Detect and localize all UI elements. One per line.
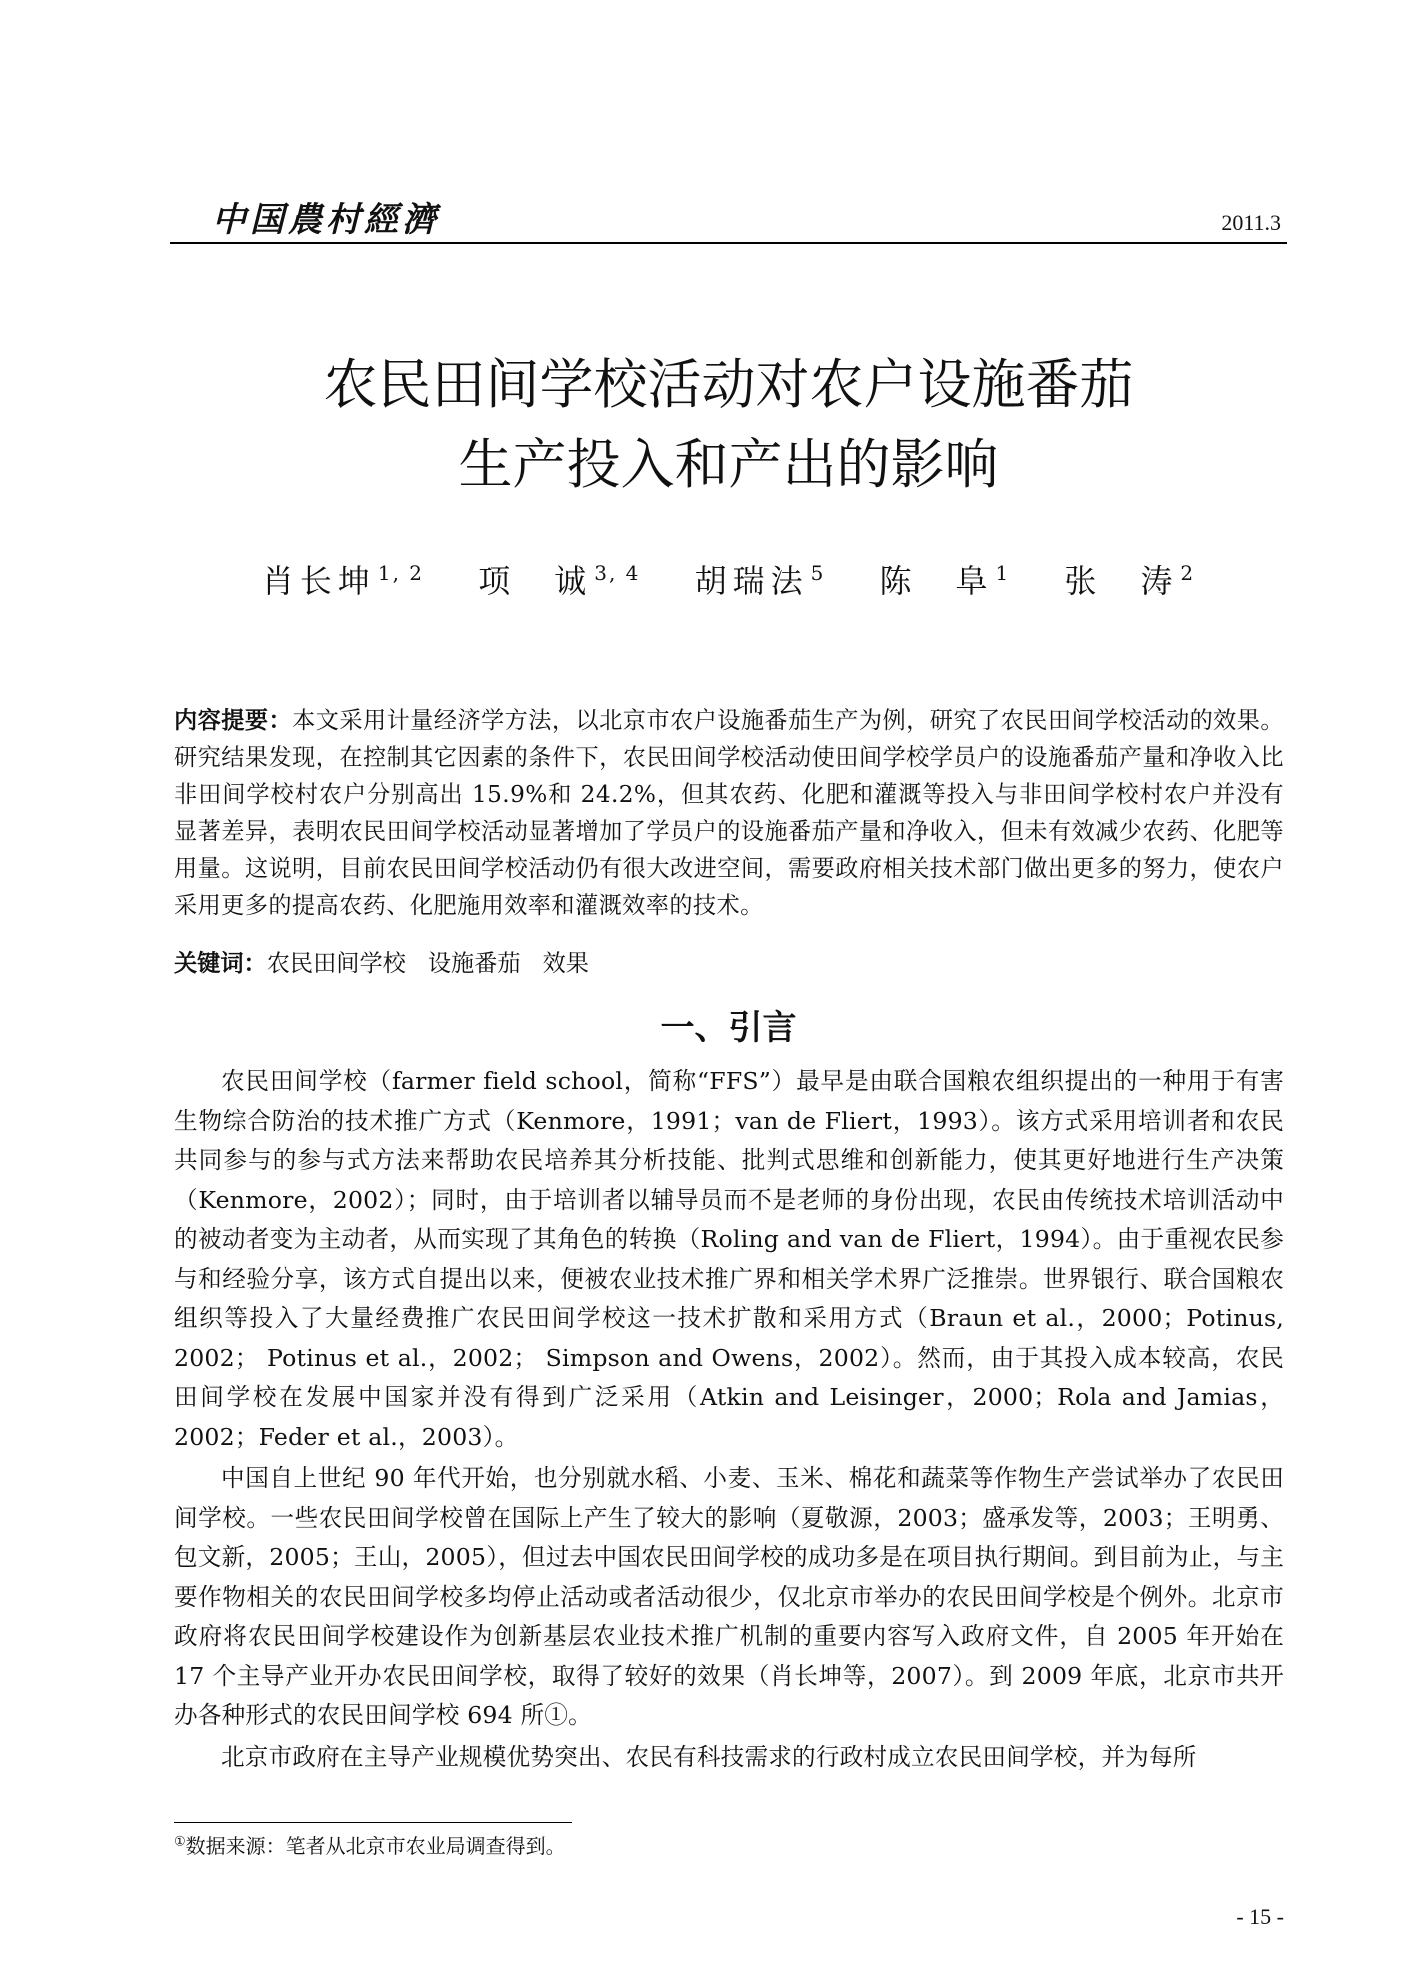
author-affiliation: 5 <box>810 561 826 586</box>
paragraph: 农民田间学校（farmer field school，简称“FFS”）最早是由联合国粮农组织提出的一种用于有害生物综合防治的技术推广方式（Kenmore，1991；van de Fliert，1993）。该方式采用培训者和农民共同参与的参与式方法来帮助农民培养其分析技能、批判式思维和创新能力，使其更好地进行生产决策（Kenmore，2002）；同时，由于培训者以辅导员而不是老师的身份出现，农民由传统技术培训活动中的被动者变为主动者，从而实现了其角色的转换（Roling and van de Fliert，1994）。由于重视农民参与和经验分享，该方式自提出以来，便被农业技术推广界和相关学术界广泛推崇。世界银行、联合国粮农组织等投入了大量经费推广农民田间学校这一技术扩散和采用方式（Braun et al.，2000；Potinus, 2002； Potinus et al.，2002； Simpson and Owens，2002）。然而，由于其投入成本较高，农民田间学校在发展中国家并没有得到广泛采用（Atkin and Leisinger，2000；Rola and Jamias，2002；Feder et al.，2003）。 <box>174 1067 1284 1451</box>
author-name: 胡瑞法 <box>694 562 809 600</box>
body-text <box>174 1062 1284 1779</box>
paragraph: 中国自上世纪 90 年代开始，也分别就水稻、小麦、玉米、棉花和蔬菜等作物生产尝试举办了农民田间学校。一些农民田间学校曾在国际上产生了较大的影响（夏敬源，2003；盛承发等，2003；王明勇、包文新，2005；王山，2005），但过去中国农民田间学校的成功多是在项目执行期间。到目前为止，与主要作物相关的农民田间学校多均停止活动或者活动很少，仅北京市举办的农民田间学校是个例外。北京市政府将农民田间学校建设作为创新基层农业技术推广机制的重要内容写入政府文件，自 2005 年开始在 17 个主导产业开办农民田间学校，取得了较好的效果（肖长坤等，2007）。到 2009 年底，北京市共开办各种形式的农民田间学校 694 所①。 <box>174 1464 1284 1729</box>
footnote-text: 数据来源：笔者从北京市农业局调查得到。 <box>185 1834 566 1858</box>
author-list <box>170 556 1287 602</box>
author <box>1064 556 1195 602</box>
page-number: - 15 - <box>1236 1904 1284 1929</box>
footnote-marker: ① <box>174 1834 186 1850</box>
journal-name: 中国農村經濟 <box>212 200 440 240</box>
author-name: 肖长坤 <box>261 562 376 600</box>
footnote-divider <box>174 1822 572 1823</box>
title-line-1: 农民田间学校活动对农户设施番茄 <box>323 353 1134 416</box>
abstract-text: 本文采用计量经济学方法，以北京市农户设施番茄生产为例，研究了农民田间学校活动的效果。研究结果发现，在控制其它因素的条件下，农民田间学校活动使田间学校学员户的设施番茄产量和净收入比非田间学校村农户分别高出 15.9%和 24.2%，但其农药、化肥和灌溉等投入与非田间学校村农户并没有显著差异，表明农民田间学校活动显著增加了学员户的设施番茄产量和净收入，但未有效减少农药、化肥等用量。这说明，目前农民田间学校活动仍有很大改进空间，需要政府相关技术部门做出更多的努力，使农户采用更多的提高农药、化肥施用效率和灌溉效率的技术。 <box>174 707 1285 919</box>
author-name: 陈 阜 <box>879 562 994 600</box>
author-name: 项 诚 <box>478 562 593 600</box>
section-heading: 一、引言 <box>660 1008 797 1048</box>
keywords <box>174 945 1284 982</box>
keyword: 设施番茄 <box>427 950 521 977</box>
paragraph: 北京市政府在主导产业规模优势突出、农民有科技需求的行政村成立农民田间学校，并为每所 <box>221 1742 1197 1771</box>
author <box>262 556 424 602</box>
footnote <box>174 1830 566 1859</box>
abstract <box>174 702 1284 924</box>
author-affiliation: 3, 4 <box>594 561 641 586</box>
author-affiliation: 1, 2 <box>377 561 425 586</box>
author-affiliation: 1 <box>995 561 1011 586</box>
author <box>478 556 640 602</box>
running-header <box>170 190 1287 244</box>
keyword: 效果 <box>542 950 589 977</box>
keyword: 农民田间学校 <box>266 950 406 977</box>
issue-number: 2011.3 <box>1221 210 1281 235</box>
title-line-2: 生产投入和产出的影响 <box>458 433 999 496</box>
author-name: 张 涛 <box>1064 562 1179 600</box>
keywords-label: 关键词： <box>174 950 267 977</box>
author <box>879 556 1010 602</box>
paper-title <box>170 345 1287 505</box>
abstract-label: 内容提要： <box>174 707 293 734</box>
author <box>695 556 826 602</box>
author-affiliation: 2 <box>1180 561 1196 586</box>
